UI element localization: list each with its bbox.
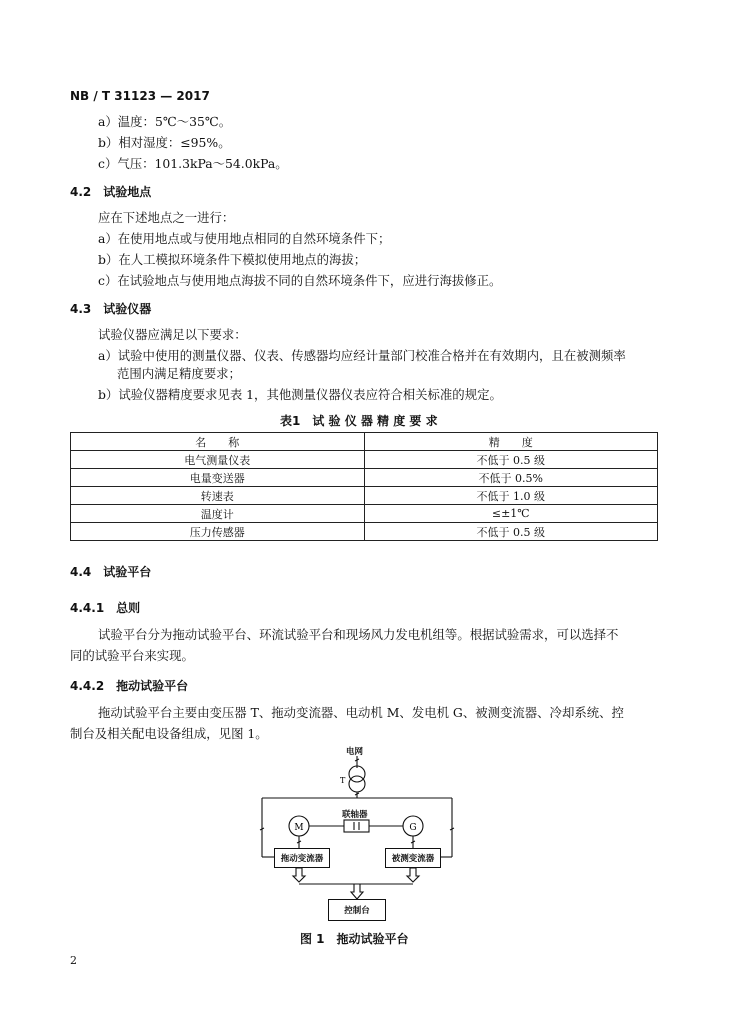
section-4-4-2-title: 4.4.2 拖动试验平台 xyxy=(70,679,189,693)
motor-label: M xyxy=(294,823,304,833)
test-converter-box: 被测变流器 xyxy=(385,848,441,868)
section-4-3-item-a-line1: a）试验中使用的测量仪器、仪表、传感器均应经计量部门校准合格并在有效期内，且在被测频率 xyxy=(98,348,626,363)
table-cell: ≤±1℃ xyxy=(364,505,658,523)
section-4-2-item-a: a）在使用地点或与使用地点相同的自然环境条件下； xyxy=(98,231,391,246)
section-4-3-title: 4.3 试验仪器 xyxy=(70,302,152,316)
transformer-label: T xyxy=(340,776,346,785)
column-header-name: 名 称 xyxy=(71,433,365,451)
section-4-4-title: 4.4 试验平台 xyxy=(70,565,152,579)
section-4-4-1-line1: 试验平台分为拖动试验平台、环流试验平台和现场风力发电机组等。根据试验需求，可以选择不 xyxy=(98,627,619,642)
section-4-4-1-line2: 同的试验平台来实现。 xyxy=(70,648,194,663)
section-4-3-intro: 试验仪器应满足以下要求： xyxy=(98,327,247,342)
table-1-caption: 表1 试 验 仪 器 精 度 要 求 xyxy=(280,414,438,428)
table-cell: 不低于 0.5 级 xyxy=(364,523,658,541)
coupling-label: 联轴器 xyxy=(342,810,368,820)
console-signal-arrow xyxy=(351,884,363,899)
test-converter-signal-arrow xyxy=(407,868,419,882)
env-item-b: b）相对湿度：≤95%。 xyxy=(98,135,231,150)
table-cell: 不低于 1.0 级 xyxy=(364,487,658,505)
figure-1-caption: 图 1 拖动试验平台 xyxy=(300,932,409,946)
section-4-2-title: 4.2 试验地点 xyxy=(70,185,152,199)
table-cell: 电量变送器 xyxy=(71,469,365,487)
section-4-2-intro: 应在下述地点之一进行： xyxy=(98,210,235,225)
coupling-symbol xyxy=(344,820,369,832)
page-number: 2 xyxy=(70,954,77,967)
standard-number: NB / T 31123 — 2017 xyxy=(70,89,210,103)
section-4-4-2-line1: 拖动试验平台主要由变压器 T、拖动变流器、电动机 M、发电机 G、被测变流器、冷却系统、控 xyxy=(98,705,624,720)
drive-converter-box: 拖动变流器 xyxy=(274,848,330,868)
table-cell: 压力传感器 xyxy=(71,523,365,541)
section-4-4-2-line2: 制台及相关配电设备组成，见图 1。 xyxy=(70,726,268,741)
env-item-a: a）温度：5℃～35℃。 xyxy=(98,114,232,129)
table-cell: 不低于 0.5 级 xyxy=(364,451,658,469)
drive-converter-signal-arrow xyxy=(293,868,305,882)
table-cell: 温度计 xyxy=(71,505,365,523)
section-4-3-item-b: b）试验仪器精度要求见表 1，其他测量仪器仪表应符合相关标准的规定。 xyxy=(98,387,502,402)
section-4-2-item-b: b）在人工模拟环境条件下模拟使用地点的海拔； xyxy=(98,252,367,267)
table-cell: 不低于 0.5% xyxy=(364,469,658,487)
console-box: 控制台 xyxy=(328,899,386,921)
table-cell: 电气测量仪表 xyxy=(71,451,365,469)
env-item-c: c）气压：101.3kPa～54.0kPa。 xyxy=(98,156,288,171)
section-4-2-item-c: c）在试验地点与使用地点海拔不同的自然环境条件下，应进行海拔修正。 xyxy=(98,273,502,288)
transformer-primary-coil xyxy=(349,766,365,782)
table-cell: 转速表 xyxy=(71,487,365,505)
section-4-4-1-title: 4.4.1 总则 xyxy=(70,601,141,615)
transformer-secondary-coil xyxy=(349,776,365,792)
grid-label: 电网 xyxy=(346,747,364,757)
column-header-accuracy: 精 度 xyxy=(364,433,658,451)
generator-label: G xyxy=(409,823,417,833)
section-4-3-item-a-line2: 范围内满足精度要求； xyxy=(117,366,241,381)
